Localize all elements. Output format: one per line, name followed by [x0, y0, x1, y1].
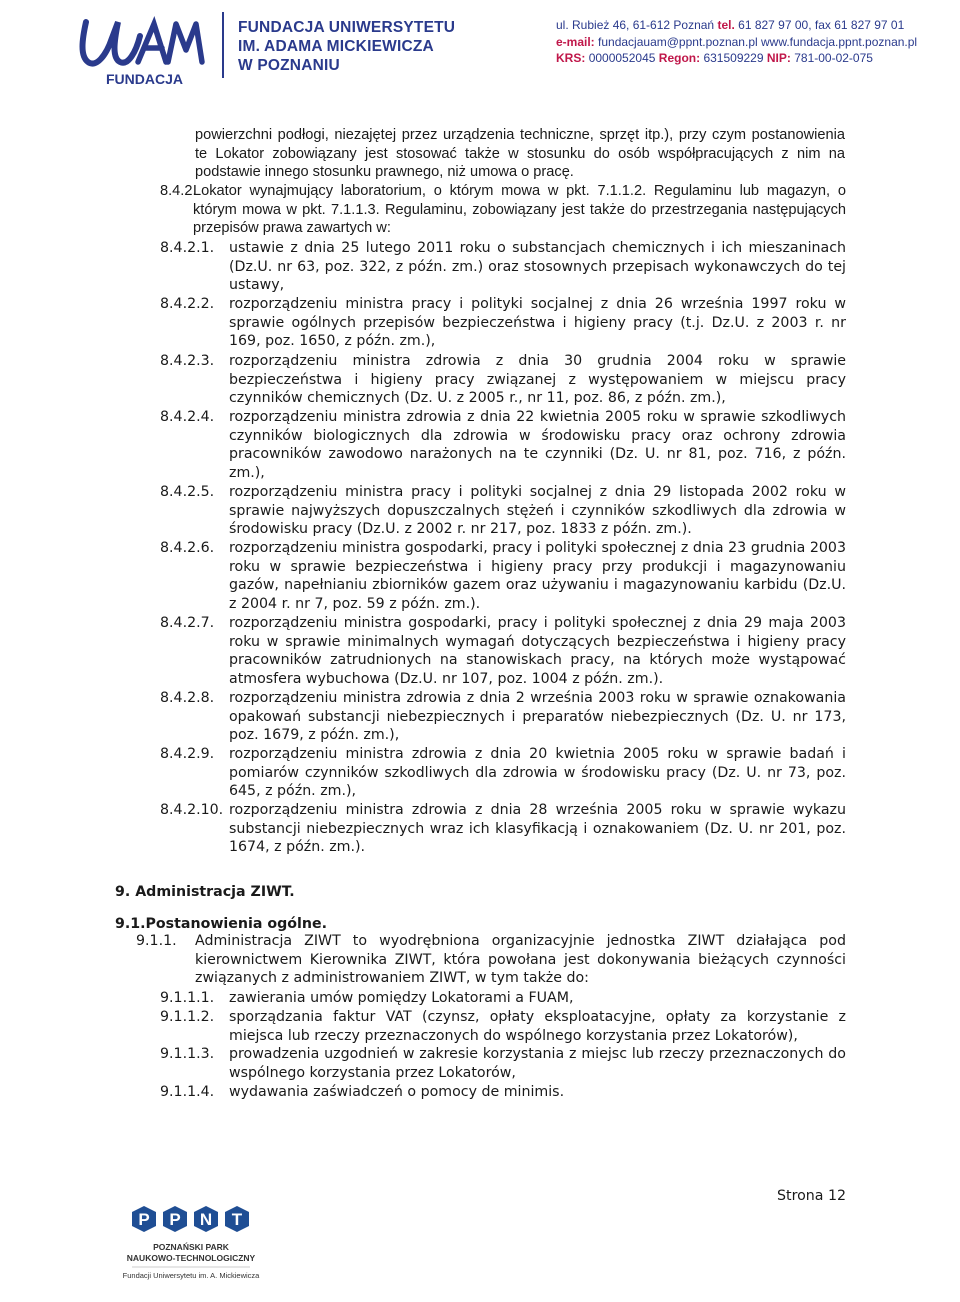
section-heading: 9. Administracja ZIWT.: [115, 884, 295, 900]
list-item: [160, 295, 846, 351]
list-item: [160, 745, 846, 801]
list-item: [160, 1045, 846, 1082]
list-item: [160, 1083, 846, 1102]
list-item: [160, 408, 846, 482]
paragraph-9-1-1: [136, 932, 846, 988]
item-number: 9.1.1.3.: [160, 1046, 215, 1062]
list-item: [160, 483, 846, 539]
ppnt-letter: T: [231, 1210, 243, 1229]
list-item: [160, 801, 846, 857]
item-number: 8.4.2.10.: [160, 802, 224, 818]
krs-label: KRS:: [556, 51, 586, 65]
email-value[interactable]: fundacjauam@ppnt.poznan.pl www.fundacja.ppnt.poznan.pl: [598, 34, 918, 49]
item-number: 9.1.1.2.: [160, 1009, 215, 1025]
item-number: 9.1.1.4.: [160, 1084, 215, 1100]
foundation-name: [238, 18, 455, 75]
item-number: 9.1.1.1.: [160, 990, 215, 1006]
paragraph-number: 8.4.2.: [160, 183, 197, 199]
page-number: Strona 12: [777, 1188, 847, 1204]
item-number: 8.4.2.6.: [160, 540, 215, 556]
item-text: rozporządzeniu ministra zdrowia z dnia 30 grudnia 2004 roku w sprawie bezpieczeństwa i higieny pracy związanej z występowaniem w miejscu pracy czynników chemicznych (Dz. U. z 2005 r., nr 11, poz. 86, z późn. zm.),: [229, 353, 846, 407]
list-item: [160, 1008, 846, 1045]
paragraph-number: 9.1.1.: [136, 933, 177, 949]
regon-label: Regon:: [658, 51, 701, 65]
krs-value: 0000052045: [588, 51, 656, 65]
list-item: [160, 352, 846, 408]
paragraph-text: Lokator wynajmujący laboratorium, o którym mowa w pkt. 7.1.1.2. Regulaminu lub magazyn, o którym mowa w pkt. 7.1.1.3. Regulaminu, zobowiązany jest także do przestrzegania następujących przepisów prawa zawartych w:: [193, 183, 846, 237]
item-text: ustawie z dnia 25 lutego 2011 roku o substancjach chemicznych i ich mieszaninach (Dz.U. nr 63, poz. 322, z późn. zm.) oraz stosownych przepisach wykonawczych do tej ustawy,: [229, 240, 846, 294]
item-text: rozporządzeniu ministra gospodarki, pracy i polityki społecznej z dnia 23 grudnia 2003 roku w sprawie bezpieczeństwa i higieny pracy przy produkcji i magazynowaniu gazów, napełnianiu zbiorników gazem oraz używaniu i magazynowaniu karbidu (Dz.U. z 2004 r. nr 7, poz. 59 z późn. zm.).: [229, 540, 846, 612]
list-item: [160, 989, 846, 1008]
item-number: 8.4.2.3.: [160, 353, 215, 369]
item-text: zawierania umów pomiędzy Lokatorami a FUAM,: [229, 990, 574, 1006]
item-number: 8.4.2.9.: [160, 746, 215, 762]
ppnt-name-line: POZNAŃSKI PARK: [153, 1242, 229, 1252]
logo-divider: [222, 12, 224, 78]
item-number: 8.4.2.8.: [160, 690, 215, 706]
address-row: [556, 17, 905, 34]
item-number: 8.4.2.5.: [160, 484, 215, 500]
letterhead: [0, 0, 960, 100]
item-text: rozporządzeniu ministra zdrowia z dnia 22 kwietnia 2005 roku w sprawie szkodliwych czynników biologicznych dla zdrowia w środowisku pracy oraz ochrony zdrowia pracowników zawodowo narażonych na te czynniki (Dz. U. nr 81, poz. 716, z późn. zm.),: [229, 409, 846, 481]
intro-continuation: powierzchni podłogi, niezajętej przez urządzenia techniczne, sprzęt itp.), przy czym postanowienia te Lokator zobowiązany jest stosować także w stosunku do osób współpracujących z nim na podstawie innego stosunku prawnego, niż umowa o pracę.: [195, 127, 845, 181]
item-text: rozporządzeniu ministra zdrowia z dnia 20 kwietnia 2005 roku w sprawie badań i pomiarów czynników szkodliwych dla zdrowia w środowisku pracy (Dz. U. nr 73, poz. 645, z późn. zm.),: [229, 746, 846, 800]
regon-value: 631509229: [703, 51, 764, 65]
foundation-name-line: FUNDACJA UNIWERSYTETU: [238, 19, 456, 36]
logo-sub: FUNDACJA: [106, 71, 183, 87]
nip-label: NIP:: [766, 51, 791, 65]
registry-row: [556, 50, 892, 67]
tel-label: tel.: [717, 18, 735, 32]
paragraph-8-4-2: [160, 182, 846, 238]
item-text: wydawania zaświadczeń o pomocy de minimis.: [229, 1084, 565, 1100]
email-label: e-mail:: [556, 34, 595, 49]
contact-block: [556, 17, 918, 67]
ppnt-letter: N: [199, 1210, 213, 1229]
item-text: rozporządzeniu ministra gospodarki, pracy i polityki społecznej z dnia 29 maja 2003 roku w sprawie minimalnych wymagań dotyczących bezpieczeństwa i higieny pracy pracowników zatrudnionych na stanowiskach pracy, na których może wystąpować atmosfera wybuchowa (Dz.U. nr 107, poz. 1004 z późn. zm.).: [229, 615, 846, 687]
foundation-name-line: W POZNANIU: [238, 57, 340, 74]
ppnt-letter: P: [138, 1210, 150, 1229]
email-row: [556, 34, 918, 51]
list-item: [160, 614, 846, 688]
item-number: 8.4.2.7.: [160, 615, 215, 631]
address: ul. Rubież 46, 61-612 Poznań: [556, 18, 715, 32]
item-text: prowadzenia uzgodnień w zakresie korzystania z miejsc lub rzeczy przeznaczonych do wspólnego korzystania przez Lokatorów,: [229, 1046, 846, 1081]
list-item: [160, 689, 846, 745]
list-item: [160, 239, 846, 295]
item-text: sporządzania faktur VAT (czynsz, opłaty eksploatacyjne, opłaty za korzystanie z miejsca lub rzeczy przeznaczonych do wspólnego korzystania przez Lokatorów),: [229, 1009, 846, 1044]
foundation-name-line: IM. ADAMA MICKIEWICZA: [238, 38, 434, 55]
list-item: [160, 539, 846, 613]
paragraph-text: Administracja ZIWT to wyodrębniona organizacyjnie jednostka ZIWT działająca pod kierownictwem Kierownika ZIWT, która powołana jest dokonywania bieżących czynności związanych z administrowaniem ZIWT, w tym także do:: [195, 933, 846, 987]
item-number: 8.4.2.2.: [160, 296, 215, 312]
uam-logo: [78, 12, 208, 90]
item-number: 8.4.2.1.: [160, 240, 215, 256]
subsection-heading: 9.1.Postanowienia ogólne.: [115, 916, 328, 932]
item-text: rozporządzeniu ministra pracy i polityki socjalnej z dnia 26 września 1997 roku w sprawie ogólnych przepisów bezpieczeństwa i higieny pracy (t.j. Dz.U. z 2003 r. nr 169, poz. 1650, z późn. zm.),: [229, 296, 846, 350]
nip-value: 781-00-02-075: [794, 51, 873, 65]
item-text: rozporządzeniu ministra zdrowia z dnia 2 września 2003 roku w sprawie oznakowania opakowań substancji niebezpiecznych i preparatów niebezpiecznych (Dz. U. nr 173, poz. 1679, z późn. zm.),: [229, 690, 846, 744]
item-text: rozporządzeniu ministra zdrowia z dnia 28 września 2005 roku w sprawie wykazu substancji niebezpiecznych wraz ich klasyfikacją i oznakowaniem (Dz. U. nr 201, poz. 1674, z późn. zm.).: [229, 802, 846, 856]
item-number: 8.4.2.4.: [160, 409, 215, 425]
ppnt-letter: P: [169, 1210, 181, 1229]
ppnt-sub: Fundacji Uniwersytetu im. A. Mickiewicza: [122, 1271, 260, 1280]
item-text: rozporządzeniu ministra pracy i polityki socjalnej z dnia 29 listopada 2002 roku w sprawie najwyższych dopuszczalnych stężeń i czynników szkodliwych dla zdrowia w środowisku pracy (Dz.U. z 2002 r. nr 217, poz. 1833 z późn. zm.).: [229, 484, 846, 538]
ppnt-name-line: NAUKOWO-TECHNOLOGICZNY: [126, 1253, 256, 1263]
tel-value: 61 827 97 00, fax 61 827 97 01: [738, 18, 905, 32]
ppnt-logo: [112, 1200, 282, 1290]
